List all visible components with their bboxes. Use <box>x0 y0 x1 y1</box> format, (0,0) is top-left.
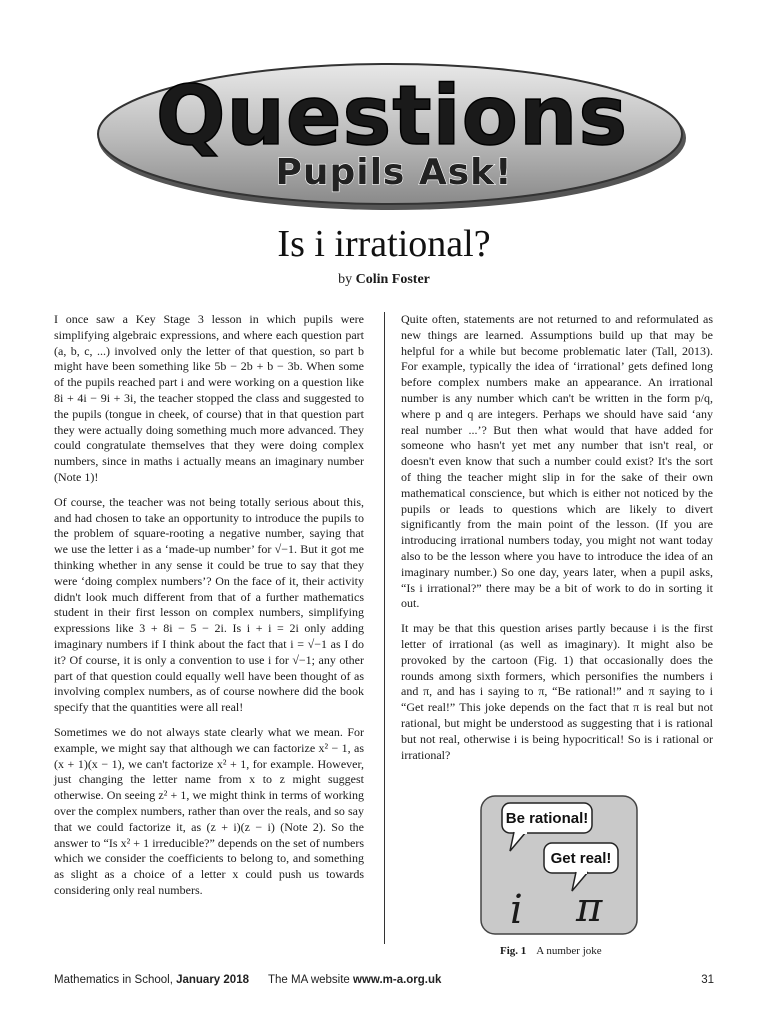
byline <box>0 272 768 288</box>
character-i: i <box>510 887 523 933</box>
paragraph: I once saw a Key Stage 3 lesson in which pupils were simplifying algebraic expressions, and where each question part (a, b, c, ...) involved only the letter of that question, so part b might have been something like 5b − 2b + b − 3b. When some of the pupils reached part i and were working on a question like 8i + 4i − 9i + 3i, the teacher stopped the class and suggested to the pupils (tongue in cheek, of course) that in that question part they were actually doing something much more advanced. They could congratulate themselves that they were doing complex numbers, since in maths i actually means an imaginary number (Note 1)! <box>54 312 364 484</box>
footer-journal <box>54 974 249 986</box>
bubble-text-get-real: Get real! <box>550 850 612 867</box>
figure-caption <box>500 945 602 957</box>
website-link[interactable]: www.m-a.org.uk <box>353 974 442 986</box>
paragraph: It may be that this question arises partly because i is the first letter of irrational (as well as imaginary). It might also be provoked by the cartoon (Fig. 1) that occasionally does the rounds among sixth formers, which personifies the numbers i and π, and has i saying to π, “Be rational!” and π saying to i “Get real!” This joke depends on the fact that π is real but not rational, but might be understood as suggesting that i is rational but not real, otherwise i is being hypocritical! So is i rational or irrational? <box>401 621 713 762</box>
left-column <box>54 312 364 908</box>
character-pi: π <box>576 885 603 931</box>
journal-name: Mathematics in School, <box>54 974 173 986</box>
column-divider <box>384 312 385 944</box>
paragraph: Quite often, statements are not returned to and reformulated as new things are learned. Assumptions build up that may be helpful for a while but become problematic later (Tall, 2013). For example, typically the idea of ‘irrational’ gets defined long before complex numbers make an appearance. An irrational number is any number which can't be written in the form p/q, where p and q are integers. Perhaps we should have said ‘any real number ...’? But then what would that have added for someone who hasn't yet met any number that isn't real, or doesn't even know that such a number could exist? It's the sort of thing the teacher might slip in for the sake of their own mathematical conscience, but which is either not noticed by the pupils or leads to questions which are likely to divert significantly from the main point of the lesson. (If you are introducing irrational numbers today, you might not want today also to be the lesson where you have to introduce the idea of an imaginary number.) So one day, years later, when a pupil asks, “Is i irrational?” there may be a bit of work to do in sorting it out. <box>401 312 713 611</box>
journal-issue: January 2018 <box>176 974 249 986</box>
website-prefix: The MA website <box>268 974 350 986</box>
banner-line1: Questions <box>155 69 629 164</box>
bubble-text-be-rational: Be rational! <box>505 810 589 827</box>
cartoon-figure <box>480 795 638 935</box>
right-column <box>401 312 713 772</box>
caption-label: Fig. 1 <box>500 945 527 957</box>
paragraph: Of course, the teacher was not being totally serious about this, and had chosen to take an opportunity to introduce the pupils to the problem of square-rooting a negative number, saying that we use the letter i as a ‘made-up number’ for √−1. But it got me thinking whether in any sense it could be true to say that they were ‘doing complex numbers’? On the face of it, their activity didn't look much different from that of a further mathematics student in their first lesson on complex numbers, simplifying expressions like 3 + 8i − 5 − 2i. Is i + i = 2i only adding imaginary numbers if I think about the fact that i = √−1 as I do it? Of course, it is only a convention to use i for √−1; any other part of that question could equally well have been thought of as involving complex numbers, as of course nowhere did the book specify that the quantities were all real! <box>54 494 364 715</box>
footer-website <box>268 974 441 986</box>
questions-pupils-ask-banner <box>94 54 690 214</box>
page-number: 31 <box>701 974 714 986</box>
page-footer <box>54 974 714 990</box>
caption-text: A number joke <box>536 945 602 957</box>
paragraph: Sometimes we do not always state clearly what we mean. For example, we might say that although we can factorize x² − 1, as (x + 1)(x − 1), we can't factorize x² + 1, for example. However, just changing the letter name from x to z might suggest otherwise. On seeing z² + 1, we might think in terms of working over the complex numbers, rather than over the reals, and so say that we could factorize it, as (z + i)(z − i) (Note 2). So the answer to “Is x² + 1 irreducible?” depends on the set of numbers which we consider the coefficients to belong to, and something as slight as a choice of a letter x could push us towards considering only real numbers. <box>54 724 364 897</box>
byline-prefix: by <box>338 272 353 287</box>
banner-line2: Pupils Ask! <box>275 152 513 193</box>
article-title: Is i irrational? <box>277 223 491 265</box>
author-name: Colin Foster <box>355 272 430 287</box>
